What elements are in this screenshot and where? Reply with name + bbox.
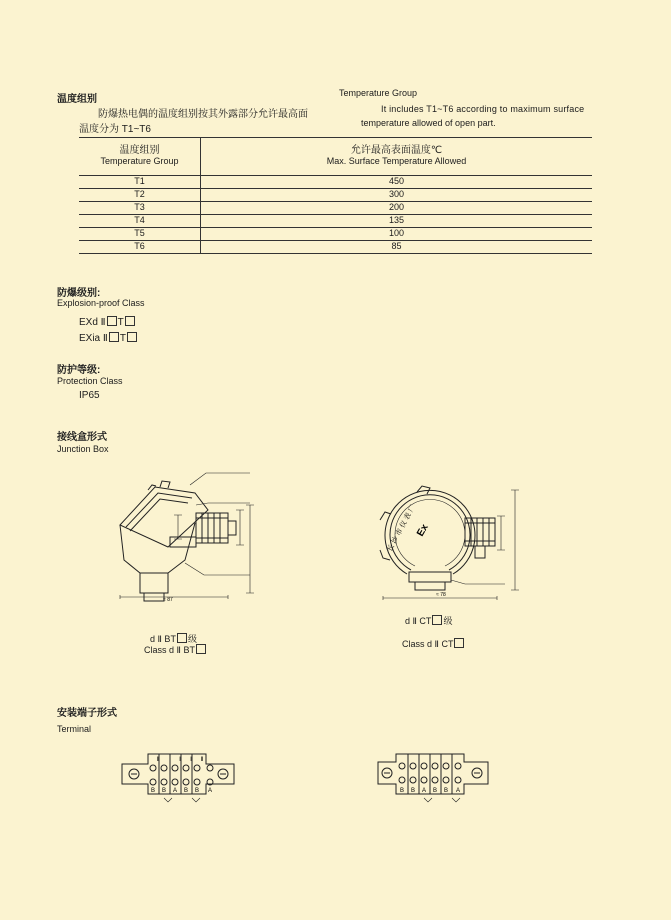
table-row <box>79 240 592 254</box>
terminal-right-bottom-label: B <box>443 788 449 794</box>
row-group: T6 <box>134 241 145 251</box>
protection-class-heading-cn: 防护等级: <box>57 365 101 376</box>
row-group: T3 <box>134 202 145 212</box>
temperature-group-heading-cn: 温度组别 <box>57 94 97 105</box>
temperature-group-desc-cn-2: 温度分为 T1~T6 <box>79 124 151 135</box>
bt-caption-b: 级 <box>187 634 197 644</box>
blank-box <box>177 633 187 643</box>
explosion-class-heading-cn: 防爆级别: <box>57 288 101 299</box>
explosion-class-heading-en: Explosion-proof Class <box>57 298 145 308</box>
terminal-right-bottom-label: B <box>432 788 438 794</box>
terminal-left-bottom-label: B <box>161 788 167 794</box>
exia-t-label: T <box>119 333 126 344</box>
table-header <box>79 137 592 176</box>
ct-caption-en: Class d Ⅱ CT <box>402 639 454 649</box>
terminal-left-bottom-label: B <box>183 788 189 794</box>
ex-mark: Ex <box>415 522 431 539</box>
exd-label: EXd Ⅱ <box>79 317 106 328</box>
blank-box <box>432 615 442 625</box>
row-temp: 200 <box>388 202 405 212</box>
col1-en: Temperature Group <box>100 156 179 166</box>
exd-t-label: T <box>117 317 124 328</box>
table-row <box>79 227 592 241</box>
junction-box-ct-caption-en <box>402 638 465 650</box>
blank-box <box>454 638 464 648</box>
left-dim-label: ≈ 87 <box>163 597 173 603</box>
table-row <box>79 201 592 215</box>
terminal-left-top-label: Ⅱ <box>200 757 204 763</box>
temperature-group-desc-en-1: It includes T1~T6 according to maximum surface <box>381 104 585 114</box>
col1-cn: 温度组别 <box>119 145 160 156</box>
terminal-right-bottom-label: B <box>399 788 405 794</box>
terminal-left-bottom-label: A <box>207 788 213 794</box>
terminal-right-bottom-label: B <box>410 788 416 794</box>
ct-caption-a: d Ⅱ CT <box>405 616 432 626</box>
row-temp: 135 <box>388 215 405 225</box>
col2-cn: 允许最高表面温度℃ <box>350 145 443 156</box>
table-header-col1 <box>79 145 200 167</box>
blank-box <box>125 316 135 326</box>
terminal-strip-right <box>376 752 492 810</box>
protection-class-value: IP65 <box>79 390 100 401</box>
table-header-col2 <box>201 145 592 167</box>
logo-text: 长 沙 市 仪 表 厂 <box>386 503 418 553</box>
junction-box-bt-drawing <box>100 465 270 605</box>
row-group: T5 <box>134 228 145 238</box>
junction-box-heading-en: Junction Box <box>57 444 109 454</box>
col2-en: Max. Surface Temperature Allowed <box>326 156 467 166</box>
terminal-strip-left <box>120 752 238 810</box>
temperature-group-desc-en-2: temperature allowed of open part. <box>361 118 496 128</box>
row-temp: 100 <box>388 228 405 238</box>
terminal-left-bottom-label: A <box>172 788 178 794</box>
terminal-heading-cn: 安装端子形式 <box>57 708 117 719</box>
protection-class-heading-en: Protection Class <box>57 376 123 386</box>
terminal-left-top-label: Ⅱ <box>156 757 160 763</box>
explosion-class-line-1 <box>79 316 136 328</box>
row-group: T4 <box>134 215 145 225</box>
junction-box-ct-drawing <box>375 480 535 605</box>
terminal-heading-en: Terminal <box>57 724 92 734</box>
blank-box <box>107 316 117 326</box>
terminal-right-bottom-label: A <box>421 788 427 794</box>
row-temp: 85 <box>391 241 402 251</box>
blank-box <box>196 644 206 654</box>
terminal-left-bottom-label: B <box>194 788 200 794</box>
row-temp: 300 <box>388 189 405 199</box>
terminal-left-top-label: Ⅰ <box>179 757 181 763</box>
terminal-left-top-label: Ⅰ <box>190 757 192 763</box>
right-dim-label: ≈ 78 <box>436 592 446 598</box>
blank-box <box>127 332 137 342</box>
table-row <box>79 175 592 189</box>
row-group: T1 <box>134 176 145 186</box>
explosion-class-line-2 <box>79 332 138 344</box>
terminal-right-bottom-label: A <box>455 788 461 794</box>
row-temp: 450 <box>388 176 405 186</box>
terminal-left-bottom-label: B <box>150 788 156 794</box>
junction-box-heading-cn: 接线盒形式 <box>57 432 107 443</box>
exia-label: EXia Ⅱ <box>79 333 108 344</box>
bt-caption-en: Class d Ⅱ BT <box>144 645 195 655</box>
bt-caption-a: d Ⅱ BT <box>150 634 176 644</box>
temperature-group-heading-en: Temperature Group <box>339 88 418 98</box>
blank-box <box>109 332 119 342</box>
junction-box-bt-caption-en <box>144 644 207 656</box>
temperature-group-desc-cn-1: 防爆热电偶的温度组别按其外露部分允许最高面 <box>98 109 308 120</box>
table-row <box>79 188 592 202</box>
row-group: T2 <box>134 189 145 199</box>
junction-box-ct-caption <box>405 614 452 627</box>
table-row <box>79 214 592 228</box>
ct-caption-b: 级 <box>443 616 453 626</box>
